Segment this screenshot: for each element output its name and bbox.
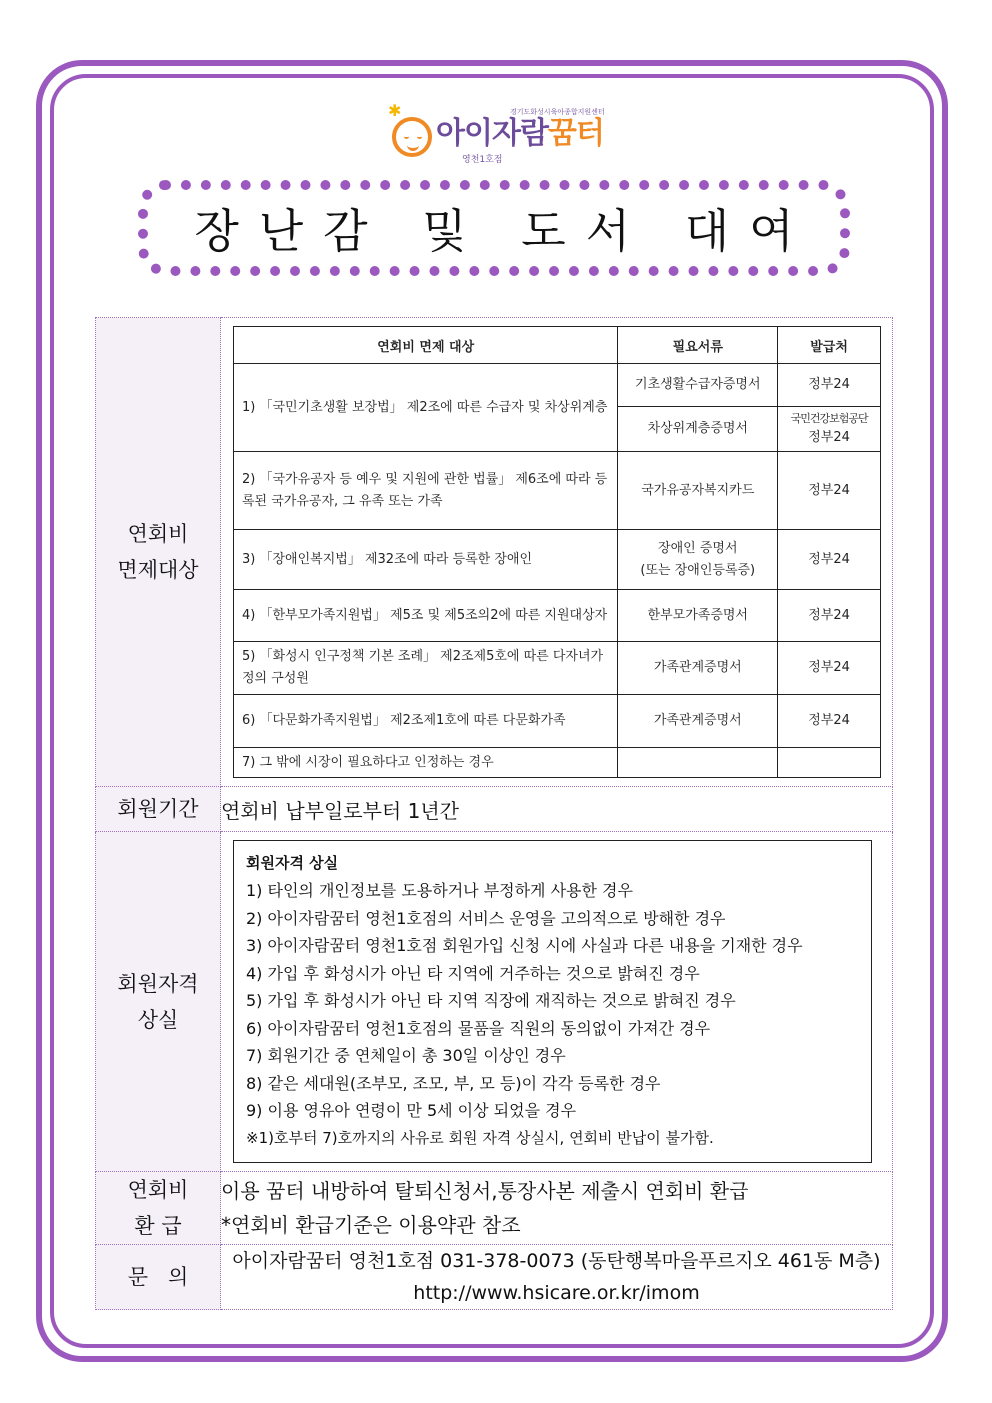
- period-text: 연회비 납부일로부터 1년간: [221, 787, 893, 832]
- target-cell: 3) 「장애인복지법」 제32조에 따라 등록한 장애인: [234, 530, 618, 590]
- list-item: 1) 타인의 개인정보를 도용하거나 부정하게 사용한 경우: [246, 881, 633, 900]
- contact-row: [96, 1245, 893, 1310]
- table-row: [234, 642, 881, 695]
- title-box: [138, 180, 850, 276]
- exemption-row: [96, 318, 893, 787]
- loss-note: ※1)호부터 7)호까지의 사유로 회원 자격 상실시, 연회비 반납이 불가함.: [246, 1128, 714, 1147]
- table-row: [234, 364, 881, 407]
- doc-cell: [618, 530, 778, 590]
- logo-brand-part2: 꿈터: [547, 116, 604, 151]
- loss-head: 회원자격 상실: [96, 832, 221, 1172]
- star-icon: ✱: [388, 101, 402, 120]
- refund-row: [96, 1172, 893, 1245]
- list-item: 9) 이용 영유아 연령이 만 5세 이상 되었을 경우: [246, 1101, 577, 1120]
- doc-cell: 차상위계층증명서: [618, 407, 778, 452]
- target-cell: 4) 「한부모가족지원법」 제5조 및 제5조의2에 따른 지원대상자: [234, 590, 618, 642]
- logo-branch: 영천1호점: [462, 155, 503, 165]
- list-item: 2) 아이자람꿈터 영천1호점의 서비스 운영을 고의적으로 방해한 경우: [246, 908, 726, 928]
- loss-row: [96, 832, 893, 1172]
- eye-icon: [404, 133, 409, 139]
- refund-line: 이용 꿈터 내방하여 탈퇴신청서,통장사본 제출시 연회비 환급: [221, 1179, 749, 1203]
- issuer-cell: 정부24: [778, 530, 881, 590]
- doc-cell: 국가유공자복지카드: [618, 452, 778, 530]
- refund-head: 연회비 환 급: [96, 1172, 221, 1245]
- table-row: [234, 590, 881, 642]
- logo-org: 경기도화성시육아종합지원센터: [510, 108, 605, 116]
- period-row: [96, 787, 893, 832]
- mouth-icon: [407, 141, 419, 151]
- loss-box: [233, 840, 872, 1163]
- target-cell: 7) 그 밖에 시장이 필요하다고 인정하는 경우: [234, 748, 618, 778]
- target-cell: 2) 「국가유공자 등 예우 및 지원에 관한 법률」 제6조에 따라 등록된 국가유공자, 그 유족 또는 가족: [234, 452, 618, 530]
- issuer-cell: 정부24: [778, 695, 881, 748]
- exemption-table: [233, 326, 881, 778]
- target-cell: 5) 「화성시 인구정책 기본 조례」 제2조제5호에 따른 다자녀가정의 구성원: [234, 642, 618, 695]
- doc-cell: 한부모가족증명서: [618, 590, 778, 642]
- issuer-cell: 정부24: [778, 364, 881, 407]
- issuer-cell: 정부24: [778, 590, 881, 642]
- logo-brand-part1: 아이자람: [436, 116, 548, 151]
- column-header: 필요서류: [618, 327, 778, 364]
- period-head: 회원기간: [96, 787, 221, 832]
- list-item: 8) 같은 세대원(조부모, 조모, 부, 모 등)이 각각 등록한 경우: [246, 1073, 661, 1093]
- target-cell: 6) 「다문화가족지원법」 제2조제1호에 따른 다문화가족: [234, 695, 618, 748]
- child-face-icon: [392, 117, 432, 157]
- refund-line: *연회비 환급기준은 이용약관 참조: [221, 1213, 521, 1237]
- list-item: 6) 아이자람꿈터 영천1호점의 물품을 직원의 동의없이 가져간 경우: [246, 1018, 711, 1038]
- table-row: [234, 530, 881, 590]
- issuer-cell: 정부24: [778, 642, 881, 695]
- list-item: 7) 회원기간 중 연체일이 총 30일 이상인 경우: [246, 1046, 566, 1065]
- loss-box-title: 회원자격 상실: [246, 854, 339, 872]
- exemption-head: 연회비 면제대상: [96, 318, 221, 787]
- logo: [388, 103, 618, 165]
- info-table: [95, 317, 893, 1310]
- list-item: 3) 아이자람꿈터 영천1호점 회원가입 신청 시에 사실과 다른 내용을 기재한 경우: [246, 936, 803, 955]
- doc-cell: [618, 748, 778, 778]
- issuer-line: 국민건강보험공단: [790, 412, 868, 425]
- column-header: 발급처: [778, 327, 881, 364]
- doc-line: 장애인 증명서: [658, 540, 738, 556]
- contact-line: 아이자람꿈터 영천1호점 031-378-0073 (동탄행복마을푸르지오 461동 M층): [232, 1250, 881, 1272]
- issuer-cell: [778, 407, 881, 452]
- page-title: 장난감 및 도서 대여: [194, 204, 814, 258]
- doc-cell: 가족관계증명서: [618, 695, 778, 748]
- list-item: 4) 가입 후 화성시가 아닌 타 지역에 거주하는 것으로 밝혀진 경우: [246, 963, 700, 983]
- logo-brand: [436, 117, 604, 151]
- table-row: [234, 452, 881, 530]
- doc-cell: 가족관계증명서: [618, 642, 778, 695]
- list-item: 5) 가입 후 화성시가 아닌 타 지역 직장에 재직하는 것으로 밝혀진 경우: [246, 991, 736, 1010]
- target-cell: 1) 「국민기초생활 보장법」 제2조에 따른 수급자 및 차상위계층: [234, 364, 618, 452]
- issuer-cell: 정부24: [778, 452, 881, 530]
- issuer-line: 정부24: [808, 430, 850, 445]
- table-row: [234, 748, 881, 778]
- issuer-cell: [778, 748, 881, 778]
- contact-url[interactable]: http://www.hsicare.or.kr/imom: [413, 1282, 700, 1304]
- eye-icon: [417, 133, 422, 139]
- column-header: 연회비 면제 대상: [234, 327, 618, 364]
- contact-head: 문 의: [96, 1245, 221, 1310]
- doc-line: (또는 장애인등록증): [640, 562, 756, 578]
- table-row: [234, 695, 881, 748]
- doc-cell: 기초생활수급자증명서: [618, 364, 778, 407]
